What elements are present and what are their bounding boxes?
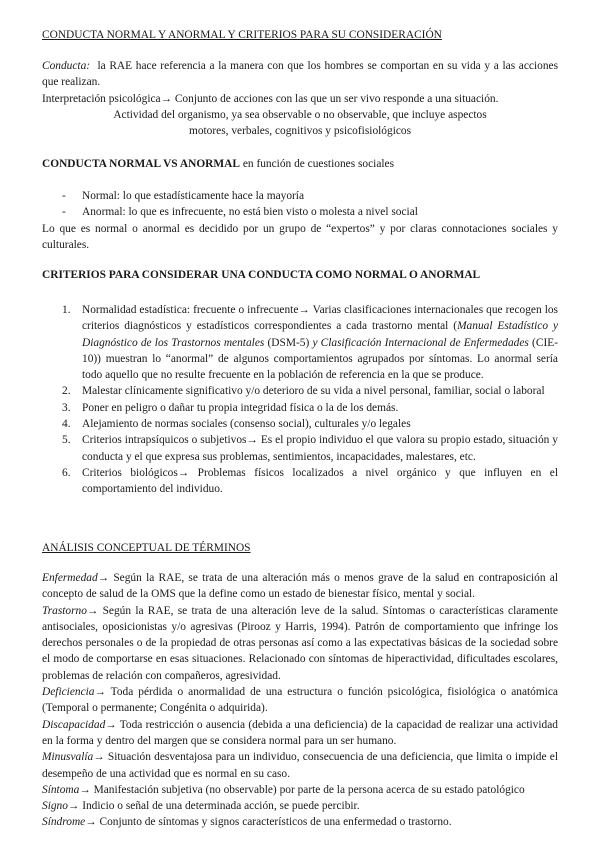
term-entry (42, 749, 558, 782)
criterion-1-part-a: Normalidad estadística: frecuente o infrecuente→ Varias clasificaciones internacionales que recogen los criterios diagnósticos y estadísticos correspondientes a cada trastorno mental ( (82, 304, 558, 333)
dsm-title: Manual Estadístico y Diagnóstico de los Trastornos mentales (82, 320, 558, 349)
page-title: CONDUCTA NORMAL Y ANORMAL Y CRITERIOS PARA SU CONSIDERACIÓN (42, 29, 442, 41)
list-item (42, 416, 558, 432)
term-name: Enfermedad (42, 572, 98, 584)
term-definition: → Situación desventajosa para un individuo, consecuencia de una deficiencia, que limita o impide el desempeño de una actividad que es normal en su caso. (42, 751, 558, 780)
list-item-text: Normal: lo que estadísticamente hace la mayoría (82, 190, 305, 202)
term-entry (42, 814, 558, 830)
list-number: 2. (62, 385, 71, 398)
term-entry (42, 717, 558, 750)
list-number: 6. (62, 466, 71, 479)
list-item (42, 400, 558, 416)
organism-activity: Actividad del organismo, ya sea observable o no observable, que incluye aspectos motores, verbales, cognitivos y psicofisiológicos (113, 109, 487, 138)
terms-list (42, 570, 558, 831)
list-number: 3. (62, 401, 71, 414)
term-definition: → Toda restricción o ausencia (debida a una deficiencia) de la capacidad de realizar una actividad en la forma y dentro del margen que se considera normal para un ser humano. (42, 718, 558, 747)
term-entry (42, 684, 558, 717)
list-item (42, 302, 558, 383)
heading-bold: CONDUCTA NORMAL VS ANORMAL (42, 158, 240, 170)
section-normal-vs-abnormal-heading (42, 156, 558, 172)
dash-bullet: - (62, 206, 66, 219)
criterion-1-part-e: (CIE-10)) muestran lo “anormal” de algunos comportamientos agrupados por síntomas. Lo anormal sería todo aquello que no resulte frecuente en la población de referencia en la que se produce. (82, 336, 558, 382)
psychological-interpretation: Interpretación psicológica→ Conjunto de acciones con las que un ser vivo responde a una situación. (42, 93, 499, 105)
conducta-term: Conducta: (42, 60, 91, 72)
term-definition: → Según la RAE, se trata de una alteración más o menos grave de la salud en contraposición al concepto de salud de la OMS que la define como un estado de bienestar físico, mental y social. (42, 572, 558, 601)
dash-bullet: - (62, 190, 66, 202)
normal-abnormal-list (42, 188, 558, 221)
term-entry (42, 782, 558, 798)
list-item-text: Criterios biológicos→ Problemas físicos localizados a nivel orgánico y que influyen en el comportamiento del individuo. (82, 466, 558, 496)
list-item (42, 188, 558, 204)
list-item-text: Criterios intrapsíquicos o subjetivos→ Es el propio individuo el que valora su propio estado, situación y conducta y el que expresa sus problemas, sentimientos, incapacidades, malestares, etc. (82, 434, 558, 463)
list-item-text: Malestar clínicamente significativo y/o deterioro de su vida a nivel personal, familiar, social o laboral (82, 385, 545, 398)
list-number: 1. (62, 304, 71, 316)
term-definition: → Según la RAE, se trata de una alteración leve de la salud. Síntomas o características claramente antisociales, oposicionistas y/o agresivas (Pirooz y Harris, 1994). Patrón de comportamiento que infringe los derechos personales o de la propiedad de otras personas así como a las expectativas básicas de la sociedad sobre el modo de comportarse en esas situaciones. Relacionado con síntomas de hiperactividad, dificultades escolares, problemas de relación con compañeros, agresividad. (42, 604, 558, 682)
term-definition: → Manifestación subjetiva (no observable) por parte de la persona acerca de su estado patológico (79, 783, 525, 796)
term-name: Minusvalía (42, 751, 94, 764)
term-name: Trastorno (42, 604, 87, 617)
section-analysis-heading: ANÁLISIS CONCEPTUAL DE TÉRMINOS (42, 542, 251, 554)
conducta-def-text: la RAE hace referencia a la manera con que los hombres se comportan en su vida y a las acciones que realizan. (42, 60, 558, 89)
term-name: Síntoma (42, 783, 80, 796)
list-item (42, 465, 558, 498)
term-entry (42, 798, 558, 814)
heading-tail: en función de cuestiones sociales (242, 158, 395, 170)
criterion-1-part-c: (DSM-5) (264, 336, 313, 349)
cie-title: y Clasificación Internacional de Enfermedades (312, 336, 529, 349)
term-name: Deficiencia (42, 686, 95, 699)
term-definition: → Toda pérdida o anormalidad de una estructura o función psicológica, fisiológica o anatómica (Temporal o permanente; Congénita o adquirida). (42, 686, 558, 715)
list-item (42, 432, 558, 465)
term-definition: → Indicio o señal de una determinada acción, se puede percibir. (67, 800, 360, 813)
list-number: 5. (62, 434, 71, 447)
term-name: Discapacidad (42, 718, 106, 731)
list-item-text: Alejamiento de normas sociales (consenso social), culturales y/o legales (82, 418, 411, 431)
criteria-list (42, 302, 558, 498)
list-item-text: Poner en peligro o dañar tu propia integridad física o la de los demás. (82, 401, 399, 414)
term-name: Signo (42, 800, 68, 813)
term-entry (42, 603, 558, 684)
section-criteria-heading: CRITERIOS PARA CONSIDERAR UNA CONDUCTA COMO NORMAL O ANORMAL (42, 269, 481, 281)
list-item (42, 383, 558, 399)
list-item (42, 204, 558, 220)
term-name: Síndrome (42, 816, 86, 829)
term-entry (42, 570, 558, 603)
experts-note: Lo que es normal o anormal es decidido por un grupo de “expertos” y por claras connotaciones sociales y culturales. (42, 223, 558, 252)
list-item-text: Anormal: lo que es infrecuente, no está bien visto o molesta a nivel social (82, 206, 418, 219)
term-definition: → Conjunto de síntomas y signos característicos de una enfermedad o trastorno. (85, 816, 452, 829)
conducta-definition (42, 58, 558, 91)
list-number: 4. (62, 418, 71, 431)
